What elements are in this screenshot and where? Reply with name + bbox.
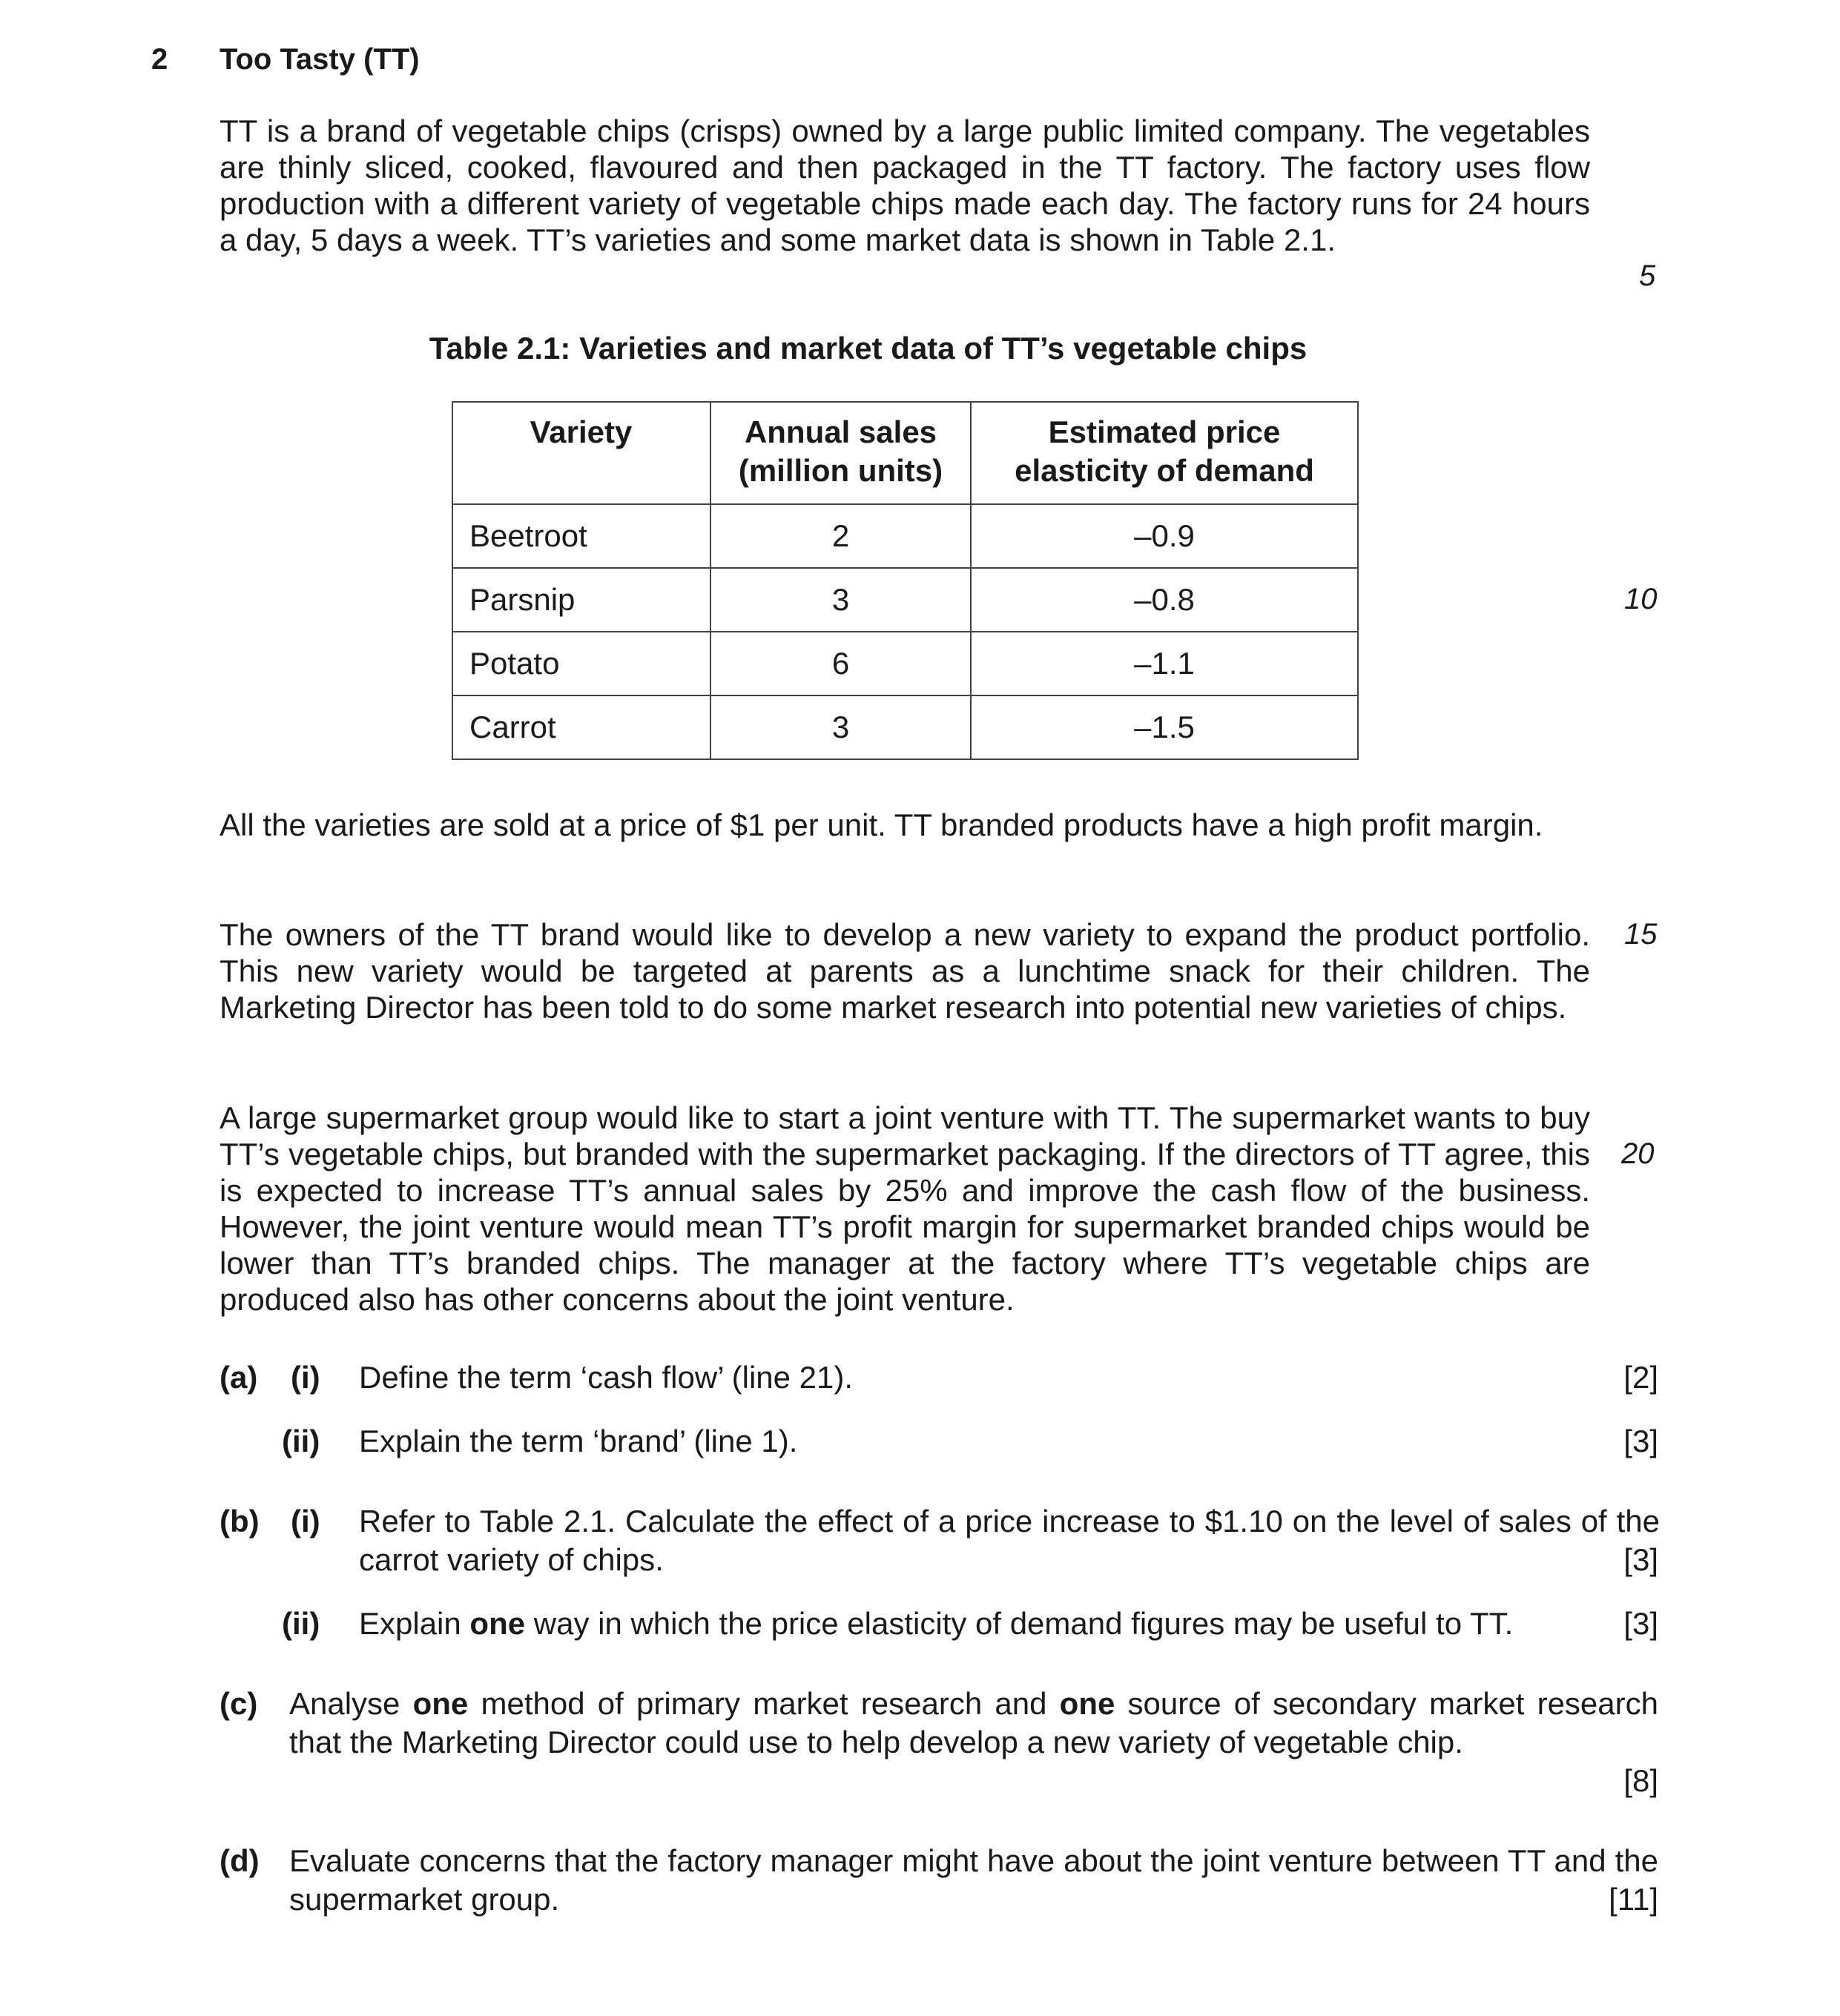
header-variety: Variety [452, 402, 710, 504]
cell-elasticity: –0.9 [971, 504, 1358, 568]
question-number: 2 [151, 43, 168, 76]
header-annual-sales-text: Annual sales (million units) [738, 414, 943, 488]
line-number-5: 5 [1639, 260, 1656, 292]
table-caption-text: Table 2.1: Varieties and market data of TT’s vegetable chips [429, 331, 1308, 366]
cell-elasticity: –1.5 [971, 695, 1358, 759]
question-a-ii-marks: [3] [1623, 1424, 1658, 1458]
question-d-marks: [11] [1609, 1882, 1658, 1917]
cell-variety: Beetroot [452, 504, 710, 568]
cell-variety: Carrot [452, 695, 710, 759]
cell-annual-sales: 6 [710, 632, 971, 695]
question-b-ii-marks: [3] [1623, 1606, 1658, 1641]
header-elasticity-text: Estimated price elasticity of demand [1015, 414, 1314, 488]
intro-paragraph: TT is a brand of vegetable chips (crisps) owned by a large public limited company. The vegetables are thinly sliced, cooked, flavoured and then packaged in the TT factory. The factory uses flow production with a different variety of vegetable chips made each day. The factory runs for 24 hours a day, 5 days a week. TT’s varieties and some market data is shown in Table 2.1. [220, 113, 1590, 257]
table-caption [0, 328, 1840, 369]
line-number-10: 10 [1624, 583, 1658, 615]
question-c-emphasis-1: one [412, 1686, 469, 1721]
question-c-text-pre: Analyse [289, 1686, 413, 1721]
cell-annual-sales: 3 [710, 568, 971, 632]
question-c-label: (c) [220, 1686, 258, 1721]
header-elasticity [971, 402, 1358, 504]
cell-elasticity: –1.1 [971, 632, 1358, 695]
question-c-text [289, 1685, 1658, 1762]
cell-variety: Potato [452, 632, 710, 695]
cell-variety: Parsnip [452, 568, 710, 632]
question-b-ii-emphasis: one [469, 1606, 526, 1641]
paragraph-new-variety: The owners of the TT brand would like to develop a new variety to expand the product portfolio. This new variety would be targeted at parents as a lunchtime snack for their children. The Marketing Director has been told to do some market research into potential new varieties of chips. [220, 917, 1590, 1025]
cell-annual-sales: 3 [710, 695, 971, 759]
paragraph-joint-venture: A large supermarket group would like to start a joint venture with TT. The supermarket wants to buy TT’s vegetable chips, but branded with the supermarket packaging. If the directors of TT agree, this is expected to increase TT’s annual sales by 25% and improve the cash flow of the business. However, the joint venture would mean TT’s profit margin for supermarket branded chips would be lower than TT’s branded chips. The manager at the factory where TT’s vegetable chips are produced also has other concerns about the joint venture. [220, 1100, 1590, 1317]
market-data-table [452, 401, 1359, 760]
question-b-ii-text-post: way in which the price elasticity of demand figures may be useful to TT. [525, 1606, 1514, 1641]
question-a-i-label: (i) [291, 1360, 320, 1395]
question-b-ii-label: (ii) [282, 1606, 320, 1641]
table-row [452, 695, 1358, 759]
question-b-i-text: Refer to Table 2.1. Calculate the effect of a price increase to $1.10 on the level of sales of the carrot variety of chips. [359, 1504, 1660, 1577]
question-title: Too Tasty (TT) [220, 43, 420, 76]
question-b-i-label: (i) [291, 1504, 320, 1539]
question-a-i-marks: [2] [1623, 1360, 1658, 1395]
paragraph-pricing: All the varieties are sold at a price of $1 per unit. TT branded products have a high profit margin. [220, 807, 1543, 842]
question-c-emphasis-2: one [1059, 1686, 1115, 1721]
question-c-text-post: source of secondary market research that the Marketing Director could use to help develop a new variety of vegetable chip. [289, 1686, 1658, 1759]
question-c-text-mid: method of primary market research and [468, 1686, 1060, 1721]
table-header-row [452, 402, 1358, 504]
question-b-ii-text-pre: Explain [359, 1606, 470, 1641]
question-b-i-marks: [3] [1623, 1542, 1658, 1577]
table-row [452, 504, 1358, 568]
table-row [452, 632, 1358, 695]
question-a-ii-label: (ii) [282, 1424, 320, 1458]
question-b-ii-text [359, 1604, 1605, 1643]
cell-annual-sales: 2 [710, 504, 971, 568]
question-a-label: (a) [220, 1360, 258, 1395]
question-a-i-text: Define the term ‘cash flow’ (line 21). [359, 1360, 854, 1395]
question-d-label: (d) [220, 1843, 260, 1878]
header-annual-sales [710, 402, 971, 504]
table-row [452, 568, 1358, 632]
question-a-ii-text: Explain the term ‘brand’ (line 1). [359, 1424, 798, 1458]
question-b-label: (b) [220, 1504, 260, 1539]
line-number-15: 15 [1624, 918, 1658, 951]
question-d-text: Evaluate concerns that the factory manager might have about the joint venture between TT and the supermarket group. [289, 1843, 1658, 1917]
cell-elasticity: –0.8 [971, 568, 1358, 632]
line-number-20: 20 [1621, 1137, 1655, 1170]
question-c-marks: [8] [1623, 1763, 1658, 1798]
